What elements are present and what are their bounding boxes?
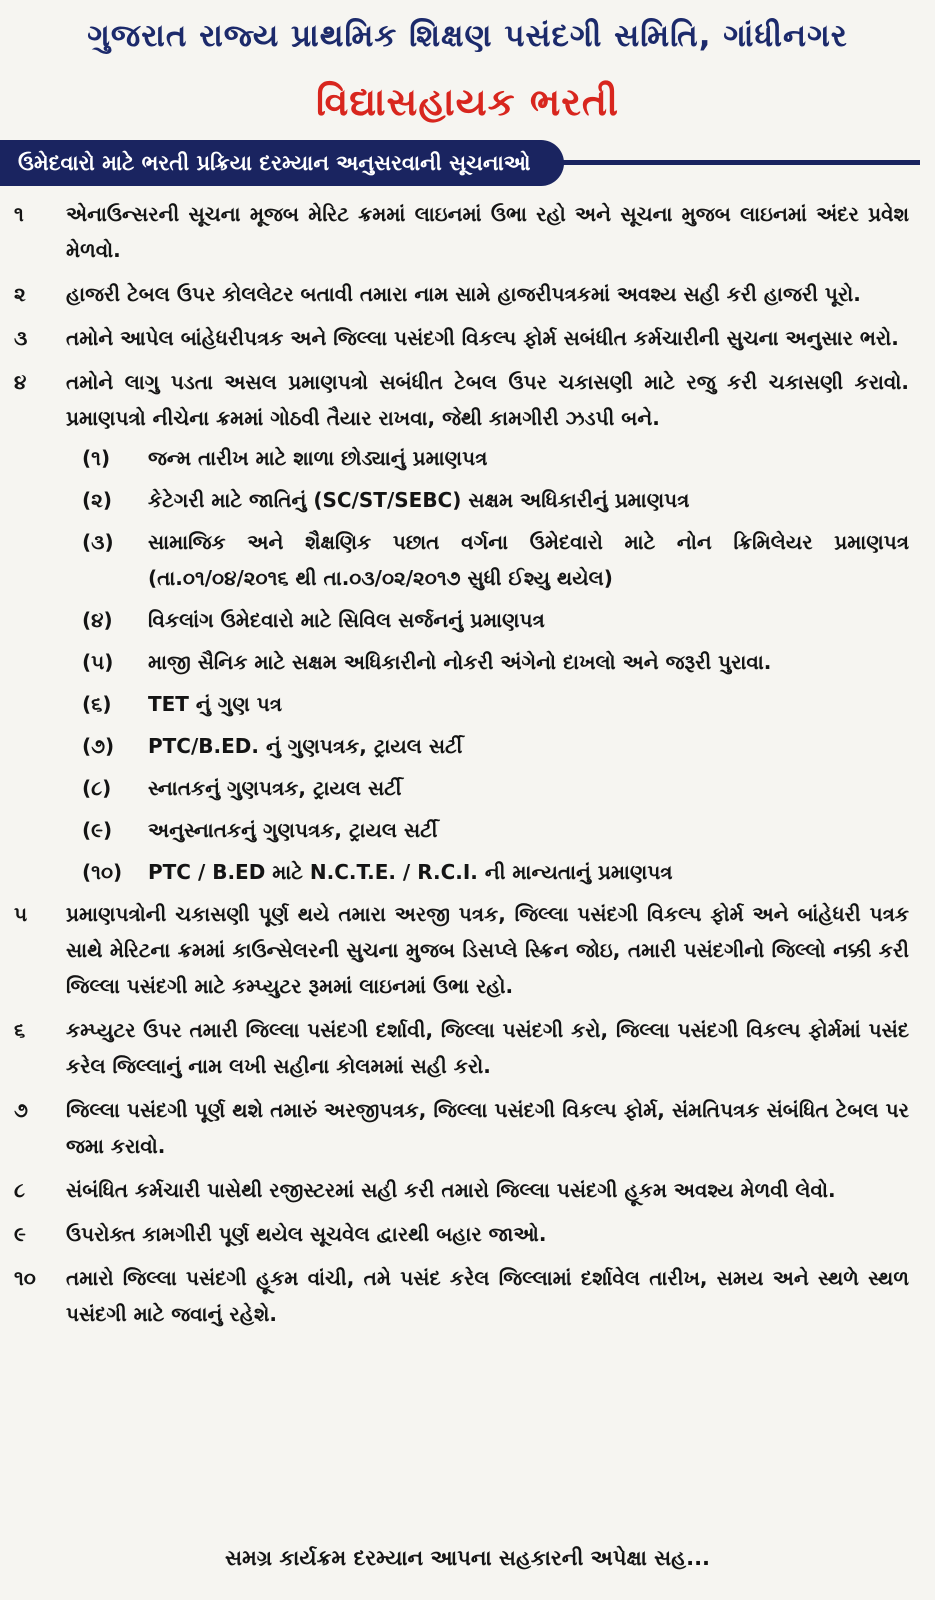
instruction-item-3 <box>0 320 935 356</box>
subitem-text: PTC/B.ED. નું ગુણપત્રક, ટ્રાયલ સર્ટી <box>148 734 463 758</box>
page-subtitle: વિદ્યાસહાયક ભરતી <box>316 80 619 124</box>
certificate-item-5 <box>0 644 935 680</box>
certificate-item-8 <box>0 770 935 806</box>
item-number: ૩ <box>14 326 28 350</box>
item-text: કમ્પ્યુટર ઉપર તમારી જિલ્લા પસંદગી દર્શાવી, જિલ્લા પસંદગી કરો, જિલ્લા પસંદગી વિકલ્પ ફોર્મમાં પસંદ કરેલ જિલ્લાનું નામ લખી સહીના કોલમમાં સહી કરો. <box>66 1018 909 1078</box>
item-number: ૬ <box>14 1018 26 1042</box>
item-number: ૫ <box>14 902 28 926</box>
instruction-item-10 <box>0 1260 935 1332</box>
subitem-number: (૮) <box>82 776 112 800</box>
item-number: ૨ <box>14 282 26 306</box>
subitem-number: (૨) <box>82 488 113 512</box>
subitem-number: (૧૦) <box>82 860 123 884</box>
subitem-text: સ્નાતકનું ગુણપત્રક, ટ્રાયલ સર્ટી <box>148 776 402 800</box>
instruction-item-4 <box>0 364 935 436</box>
item-text: તમોને લાગુ પડતા અસલ પ્રમાણપત્રો સબંધીત ટેબલ ઉપર ચકાસણી માટે રજુ કરી ચકાસણી કરાવો. પ્રમાણપત્રો નીચેના ક્રમમાં ગોઠવી તૈયાર રાખવા, જેથી કામગીરી ઝડપી બને. <box>66 370 909 430</box>
certificate-item-7 <box>0 728 935 764</box>
subitem-text: કેટેગરી માટે જાતિનું (SC/ST/SEBC) સક્ષમ અધિકારીનું પ્રમાણપત્ર <box>148 488 690 512</box>
instruction-list <box>0 196 935 1332</box>
subitem-number: (૫) <box>82 650 114 674</box>
instruction-item-9 <box>0 1216 935 1252</box>
subitem-number: (૪) <box>82 608 113 632</box>
item-text: હાજરી ટેબલ ઉપર કોલલેટર બતાવી તમારા નામ સામે હાજરીપત્રકમાં અવશ્ય સહી કરી હાજરી પૂરો. <box>66 282 861 306</box>
item-text: સંબંધિત કર્મચારી પાસેથી રજીસ્ટરમાં સહી કરી તમારો જિલ્લા પસંદગી હૂકમ અવશ્ય મેળવી લેવો. <box>66 1178 836 1202</box>
subitem-number: (૧) <box>82 446 111 470</box>
subitem-text: જન્મ તારીખ માટે શાળા છોડ્યાનું પ્રમાણપત્ર <box>148 446 488 470</box>
subitem-text: સામાજિક અને શૈક્ષણિક પછાત વર્ગના ઉમેદવારો માટે નોન ક્રિમિલેયર પ્રમાણપત્ર (તા.૦૧/૦૪/૨૦૧૬ થી તા.૦૩/૦૨/૨૦૧૭ સુધી ઈશ્યુ થયેલ) <box>148 530 909 590</box>
item-text: જિલ્લા પસંદગી પૂર્ણ થશે તમારું અરજીપત્રક, જિલ્લા પસંદગી વિકલ્પ ફોર્મ, સંમતિપત્રક સંબંધિત ટેબલ પર જમા કરાવો. <box>66 1098 909 1158</box>
item-text: પ્રમાણપત્રોની ચકાસણી પૂર્ણ થયે તમારા અરજી પત્રક, જિલ્લા પસંદગી વિકલ્પ ફોર્મ અને બાંહેધરી પત્રક સાથે મેરિટના ક્રમમાં કાઉન્સેલરની સુચના મુજબ ડિસપ્લે સ્ક્રિન જોઇ, તમારી પસંદગીનો જિલ્લો નક્કી કરી જિલ્લા પસંદગી માટે કમ્પ્યુટર રૂમમાં લાઇનમાં ઉભા રહો. <box>66 902 909 998</box>
item-number: ૯ <box>14 1222 26 1246</box>
instruction-item-8 <box>0 1172 935 1208</box>
banner-heading: ઉમેદવારો માટે ભરતી પ્રક્રિયા દરમ્યાન અનુસરવાની સૂચનાઓ <box>0 140 564 186</box>
item-text: તમોને આપેલ બાંહેધરીપત્રક અને જિલ્લા પસંદગી વિકલ્પ ફોર્મ સબંધીત કર્મચારીની સુચના અનુસાર ભરો. <box>66 326 899 350</box>
subitem-number: (૩) <box>82 530 114 554</box>
certificate-item-10 <box>0 854 935 890</box>
item-text: ઉપરોક્ત કામગીરી પૂર્ણ થયેલ સૂચવેલ દ્વારથી બહાર જાઓ. <box>66 1222 547 1246</box>
item-number: ૧ <box>14 202 24 226</box>
item-number: ૮ <box>14 1178 25 1202</box>
subitem-text: PTC / B.ED માટે N.C.T.E. / R.C.I. ની માન્યતાનું પ્રમાણપત્ર <box>148 860 673 884</box>
certificate-item-6 <box>0 686 935 722</box>
subitem-number: (૬) <box>82 692 112 716</box>
certificate-list <box>0 440 935 890</box>
subitem-number: (૯) <box>82 818 113 842</box>
certificate-item-9 <box>0 812 935 848</box>
page-title: ગુજરાત રાજ્ય પ્રાથમિક શિક્ષણ પસંદગી સમિતિ, ગાંધીનગર <box>87 18 848 54</box>
certificate-item-3 <box>0 524 935 596</box>
item-number: ૪ <box>14 370 27 394</box>
subitem-text: વિકલાંગ ઉમેદવારો માટે સિવિલ સર્જનનું પ્રમાણપત્ર <box>148 608 545 632</box>
certificate-item-1 <box>0 440 935 476</box>
item-text: એનાઉન્સરની સૂચના મૂજબ મેરિટ ક્રમમાં લાઇનમાં ઉભા રહો અને સૂચના મુજબ લાઇનમાં અંદર પ્રવેશ મેળવો. <box>66 202 909 262</box>
item-number: ૭ <box>14 1098 28 1122</box>
item-text: તમારો જિલ્લા પસંદગી હૂકમ વાંચી, તમે પસંદ કરેલ જિલ્લામાં દર્શાવેલ તારીખ, સમય અને સ્થળે સ્થળ પસંદગી માટે જવાનું રહેશે. <box>66 1266 909 1326</box>
subitem-text: TET નું ગુણ પત્ર <box>148 692 283 716</box>
instruction-item-7 <box>0 1092 935 1164</box>
instruction-item-6 <box>0 1012 935 1084</box>
certificate-item-4 <box>0 602 935 638</box>
instructions-banner <box>0 140 920 190</box>
subitem-text: માજી સૈનિક માટે સક્ષમ અધિકારીનો નોકરી અંગેનો દાખલો અને જરૂરી પુરાવા. <box>148 650 772 674</box>
item-number: ૧૦ <box>14 1266 36 1290</box>
instruction-item-5 <box>0 896 935 1004</box>
instruction-item-1 <box>0 196 935 268</box>
instruction-item-2 <box>0 276 935 312</box>
subitem-text: અનુસ્નાતકનું ગુણપત્રક, ટ્રાયલ સર્ટી <box>148 818 438 842</box>
certificate-item-2 <box>0 482 935 518</box>
closing-note: સમગ્ર કાર્યક્રમ દરમ્યાન આપના સહકારની અપેક્ષા સહ... <box>224 1546 711 1570</box>
subitem-number: (૭) <box>82 734 115 758</box>
